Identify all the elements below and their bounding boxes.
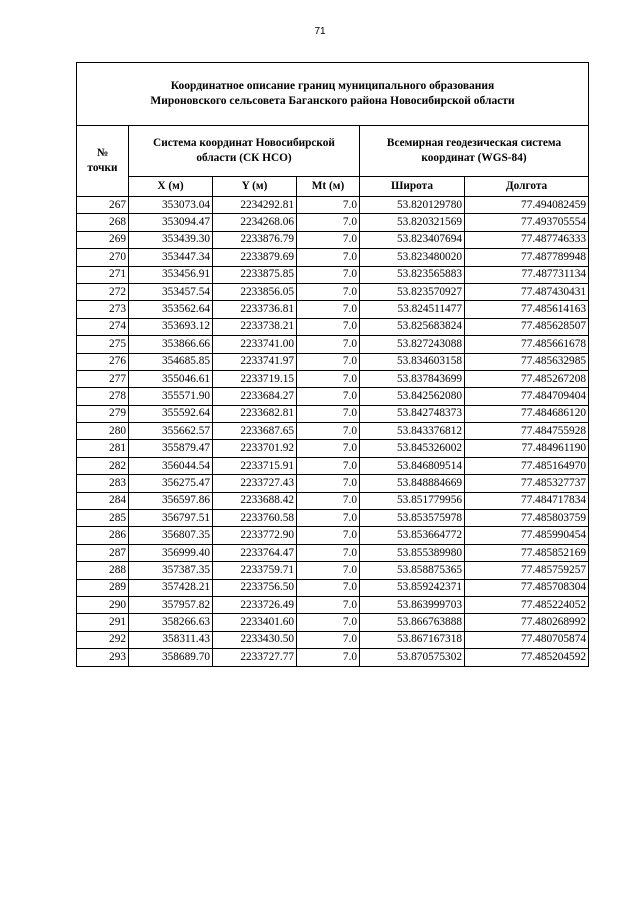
longitude-cell: 77.485632985 bbox=[465, 353, 589, 370]
x-cell: 355592.64 bbox=[129, 405, 213, 422]
mt-cell: 7.0 bbox=[297, 492, 360, 509]
latitude-cell: 53.866763888 bbox=[360, 614, 465, 631]
mt-cell: 7.0 bbox=[297, 614, 360, 631]
table-row bbox=[77, 562, 589, 579]
point-number-cell: 287 bbox=[77, 544, 129, 561]
title-line-2: Мироновского сельсовета Баганского района Новосибирской области bbox=[150, 95, 515, 107]
point-number-cell: 270 bbox=[77, 249, 129, 266]
longitude-cell: 77.484961190 bbox=[465, 440, 589, 457]
x-cell: 353094.47 bbox=[129, 214, 213, 231]
mt-cell: 7.0 bbox=[297, 249, 360, 266]
longitude-cell: 77.480705874 bbox=[465, 631, 589, 648]
x-cell: 355662.57 bbox=[129, 423, 213, 440]
longitude-cell: 77.494082459 bbox=[465, 197, 589, 214]
title-line-1: Координатное описание границ муниципального образования bbox=[170, 80, 495, 93]
x-cell: 356044.54 bbox=[129, 457, 213, 474]
latitude-cell: 53.823565883 bbox=[360, 266, 465, 283]
table-body bbox=[77, 197, 589, 667]
longitude-cell: 77.485164970 bbox=[465, 457, 589, 474]
mt-cell: 7.0 bbox=[297, 527, 360, 544]
coordinates-table bbox=[76, 62, 589, 667]
table-row bbox=[77, 649, 589, 666]
table-row bbox=[77, 492, 589, 509]
mt-cell: 7.0 bbox=[297, 510, 360, 527]
mt-cell: 7.0 bbox=[297, 562, 360, 579]
longitude-cell: 77.484709404 bbox=[465, 388, 589, 405]
x-cell: 353866.66 bbox=[129, 336, 213, 353]
mt-cell: 7.0 bbox=[297, 266, 360, 283]
table-row bbox=[77, 457, 589, 474]
latitude-cell: 53.858875365 bbox=[360, 562, 465, 579]
longitude-cell: 77.485267208 bbox=[465, 370, 589, 387]
point-number-cell: 284 bbox=[77, 492, 129, 509]
y-cell: 2233876.79 bbox=[213, 231, 297, 248]
point-number-cell: 271 bbox=[77, 266, 129, 283]
table-row bbox=[77, 440, 589, 457]
table-row bbox=[77, 249, 589, 266]
table-row bbox=[77, 614, 589, 631]
y-cell: 2233684.27 bbox=[213, 388, 297, 405]
longitude-cell: 77.485803759 bbox=[465, 510, 589, 527]
latitude-cell: 53.870575302 bbox=[360, 649, 465, 666]
nso-system-header bbox=[129, 126, 360, 177]
longitude-cell: 77.485628507 bbox=[465, 318, 589, 335]
x-cell: 358689.70 bbox=[129, 649, 213, 666]
table-row bbox=[77, 405, 589, 422]
table-row bbox=[77, 301, 589, 318]
x-cell: 357957.82 bbox=[129, 596, 213, 613]
x-column-header: X (м) bbox=[129, 177, 213, 197]
longitude-cell: 77.485224052 bbox=[465, 596, 589, 613]
mt-cell: 7.0 bbox=[297, 423, 360, 440]
wgs-system-header bbox=[360, 126, 589, 177]
mt-cell: 7.0 bbox=[297, 353, 360, 370]
mt-cell: 7.0 bbox=[297, 475, 360, 492]
point-number-cell: 272 bbox=[77, 283, 129, 300]
point-number-header-line-2: точки bbox=[87, 162, 118, 174]
point-number-cell: 285 bbox=[77, 510, 129, 527]
longitude-cell: 77.485204592 bbox=[465, 649, 589, 666]
table-row bbox=[77, 336, 589, 353]
latitude-cell: 53.846809514 bbox=[360, 457, 465, 474]
longitude-cell: 77.493705554 bbox=[465, 214, 589, 231]
mt-cell: 7.0 bbox=[297, 405, 360, 422]
point-number-cell: 280 bbox=[77, 423, 129, 440]
mt-cell: 7.0 bbox=[297, 596, 360, 613]
point-number-cell: 293 bbox=[77, 649, 129, 666]
latitude-column-header: Широта bbox=[360, 177, 465, 197]
mt-cell: 7.0 bbox=[297, 544, 360, 561]
x-cell: 358311.43 bbox=[129, 631, 213, 648]
longitude-cell: 77.484686120 bbox=[465, 405, 589, 422]
latitude-cell: 53.820321569 bbox=[360, 214, 465, 231]
mt-cell: 7.0 bbox=[297, 388, 360, 405]
latitude-cell: 53.823480020 bbox=[360, 249, 465, 266]
point-number-header bbox=[77, 126, 129, 197]
x-cell: 356807.35 bbox=[129, 527, 213, 544]
y-cell: 2233727.77 bbox=[213, 649, 297, 666]
table-row bbox=[77, 266, 589, 283]
mt-cell: 7.0 bbox=[297, 370, 360, 387]
y-cell: 2233760.58 bbox=[213, 510, 297, 527]
latitude-cell: 53.823570927 bbox=[360, 283, 465, 300]
point-number-cell: 282 bbox=[77, 457, 129, 474]
y-cell: 2233741.00 bbox=[213, 336, 297, 353]
table-row bbox=[77, 214, 589, 231]
table-row bbox=[77, 544, 589, 561]
mt-cell: 7.0 bbox=[297, 579, 360, 596]
table-row bbox=[77, 475, 589, 492]
x-cell: 354685.85 bbox=[129, 353, 213, 370]
latitude-cell: 53.863999703 bbox=[360, 596, 465, 613]
point-number-cell: 292 bbox=[77, 631, 129, 648]
point-number-header-line-1: № bbox=[96, 147, 109, 160]
y-cell: 2234268.06 bbox=[213, 214, 297, 231]
latitude-cell: 53.848884669 bbox=[360, 475, 465, 492]
y-cell: 2233875.85 bbox=[213, 266, 297, 283]
table-row bbox=[77, 370, 589, 387]
longitude-cell: 77.484717834 bbox=[465, 492, 589, 509]
y-cell: 2233430.50 bbox=[213, 631, 297, 648]
x-cell: 353457.54 bbox=[129, 283, 213, 300]
point-number-cell: 273 bbox=[77, 301, 129, 318]
mt-cell: 7.0 bbox=[297, 197, 360, 214]
wgs-system-header-line-1: Всемирная геодезическая система bbox=[386, 137, 562, 150]
y-cell: 2233727.43 bbox=[213, 475, 297, 492]
latitude-cell: 53.842562080 bbox=[360, 388, 465, 405]
x-cell: 356597.86 bbox=[129, 492, 213, 509]
longitude-cell: 77.487789948 bbox=[465, 249, 589, 266]
latitude-cell: 53.845326002 bbox=[360, 440, 465, 457]
longitude-cell: 77.487430431 bbox=[465, 283, 589, 300]
table-row bbox=[77, 318, 589, 335]
latitude-cell: 53.842748373 bbox=[360, 405, 465, 422]
latitude-cell: 53.855389980 bbox=[360, 544, 465, 561]
page-number: 71 bbox=[314, 26, 326, 37]
y-cell: 2233701.92 bbox=[213, 440, 297, 457]
latitude-cell: 53.867167318 bbox=[360, 631, 465, 648]
y-cell: 2233687.65 bbox=[213, 423, 297, 440]
wgs-system-header-line-2: координат (WGS-84) bbox=[421, 152, 527, 164]
y-cell: 2233736.81 bbox=[213, 301, 297, 318]
mt-cell: 7.0 bbox=[297, 649, 360, 666]
y-cell: 2233756.50 bbox=[213, 579, 297, 596]
y-cell: 2233401.60 bbox=[213, 614, 297, 631]
latitude-cell: 53.823407694 bbox=[360, 231, 465, 248]
point-number-cell: 275 bbox=[77, 336, 129, 353]
latitude-cell: 53.851779956 bbox=[360, 492, 465, 509]
point-number-cell: 278 bbox=[77, 388, 129, 405]
y-cell: 2233715.91 bbox=[213, 457, 297, 474]
y-cell: 2233688.42 bbox=[213, 492, 297, 509]
mt-cell: 7.0 bbox=[297, 457, 360, 474]
longitude-cell: 77.485990454 bbox=[465, 527, 589, 544]
y-cell: 2233738.21 bbox=[213, 318, 297, 335]
mt-cell: 7.0 bbox=[297, 301, 360, 318]
table-row bbox=[77, 510, 589, 527]
nso-system-header-line-1: Система координат Новосибирской bbox=[153, 137, 335, 150]
point-number-cell: 279 bbox=[77, 405, 129, 422]
x-cell: 357387.35 bbox=[129, 562, 213, 579]
table-row bbox=[77, 423, 589, 440]
table-row bbox=[77, 527, 589, 544]
table-row bbox=[77, 197, 589, 214]
point-number-cell: 290 bbox=[77, 596, 129, 613]
latitude-cell: 53.824511477 bbox=[360, 301, 465, 318]
y-cell: 2233772.90 bbox=[213, 527, 297, 544]
table-title bbox=[77, 63, 589, 126]
x-cell: 356797.51 bbox=[129, 510, 213, 527]
mt-cell: 7.0 bbox=[297, 318, 360, 335]
table-row bbox=[77, 283, 589, 300]
point-number-cell: 274 bbox=[77, 318, 129, 335]
y-cell: 2233759.71 bbox=[213, 562, 297, 579]
point-number-cell: 268 bbox=[77, 214, 129, 231]
point-number-cell: 281 bbox=[77, 440, 129, 457]
x-cell: 353693.12 bbox=[129, 318, 213, 335]
table-row bbox=[77, 231, 589, 248]
point-number-cell: 277 bbox=[77, 370, 129, 387]
mt-cell: 7.0 bbox=[297, 631, 360, 648]
longitude-cell: 77.480268992 bbox=[465, 614, 589, 631]
table-row bbox=[77, 579, 589, 596]
longitude-cell: 77.487731134 bbox=[465, 266, 589, 283]
x-cell: 353447.34 bbox=[129, 249, 213, 266]
y-cell: 2233726.49 bbox=[213, 596, 297, 613]
point-number-cell: 267 bbox=[77, 197, 129, 214]
latitude-cell: 53.827243088 bbox=[360, 336, 465, 353]
table-row bbox=[77, 631, 589, 648]
latitude-cell: 53.859242371 bbox=[360, 579, 465, 596]
mt-cell: 7.0 bbox=[297, 214, 360, 231]
longitude-cell: 77.485614163 bbox=[465, 301, 589, 318]
point-number-cell: 291 bbox=[77, 614, 129, 631]
y-cell: 2233879.69 bbox=[213, 249, 297, 266]
longitude-cell: 77.485852169 bbox=[465, 544, 589, 561]
x-cell: 356999.40 bbox=[129, 544, 213, 561]
y-cell: 2234292.81 bbox=[213, 197, 297, 214]
latitude-cell: 53.825683824 bbox=[360, 318, 465, 335]
mt-cell: 7.0 bbox=[297, 336, 360, 353]
x-cell: 355879.47 bbox=[129, 440, 213, 457]
mt-cell: 7.0 bbox=[297, 283, 360, 300]
y-column-header: Y (м) bbox=[213, 177, 297, 197]
longitude-cell: 77.485708304 bbox=[465, 579, 589, 596]
table-row bbox=[77, 596, 589, 613]
longitude-cell: 77.485327737 bbox=[465, 475, 589, 492]
x-cell: 355046.61 bbox=[129, 370, 213, 387]
y-cell: 2233719.15 bbox=[213, 370, 297, 387]
x-cell: 355571.90 bbox=[129, 388, 213, 405]
latitude-cell: 53.834603158 bbox=[360, 353, 465, 370]
y-cell: 2233682.81 bbox=[213, 405, 297, 422]
table-row bbox=[77, 388, 589, 405]
latitude-cell: 53.820129780 bbox=[360, 197, 465, 214]
x-cell: 353439.30 bbox=[129, 231, 213, 248]
longitude-column-header: Долгота bbox=[465, 177, 589, 197]
point-number-cell: 289 bbox=[77, 579, 129, 596]
point-number-cell: 288 bbox=[77, 562, 129, 579]
longitude-cell: 77.484755928 bbox=[465, 423, 589, 440]
latitude-cell: 53.853575978 bbox=[360, 510, 465, 527]
point-number-cell: 276 bbox=[77, 353, 129, 370]
latitude-cell: 53.837843699 bbox=[360, 370, 465, 387]
x-cell: 353456.91 bbox=[129, 266, 213, 283]
mt-cell: 7.0 bbox=[297, 231, 360, 248]
longitude-cell: 77.485759257 bbox=[465, 562, 589, 579]
x-cell: 356275.47 bbox=[129, 475, 213, 492]
x-cell: 358266.63 bbox=[129, 614, 213, 631]
mt-column-header: Mt (м) bbox=[297, 177, 360, 197]
x-cell: 357428.21 bbox=[129, 579, 213, 596]
y-cell: 2233764.47 bbox=[213, 544, 297, 561]
table-row bbox=[77, 353, 589, 370]
y-cell: 2233741.97 bbox=[213, 353, 297, 370]
mt-cell: 7.0 bbox=[297, 440, 360, 457]
point-number-cell: 269 bbox=[77, 231, 129, 248]
latitude-cell: 53.853664772 bbox=[360, 527, 465, 544]
latitude-cell: 53.843376812 bbox=[360, 423, 465, 440]
x-cell: 353562.64 bbox=[129, 301, 213, 318]
point-number-cell: 283 bbox=[77, 475, 129, 492]
nso-system-header-line-2: области (СК НСО) bbox=[196, 152, 292, 164]
x-cell: 353073.04 bbox=[129, 197, 213, 214]
y-cell: 2233856.05 bbox=[213, 283, 297, 300]
longitude-cell: 77.487746333 bbox=[465, 231, 589, 248]
point-number-cell: 286 bbox=[77, 527, 129, 544]
longitude-cell: 77.485661678 bbox=[465, 336, 589, 353]
